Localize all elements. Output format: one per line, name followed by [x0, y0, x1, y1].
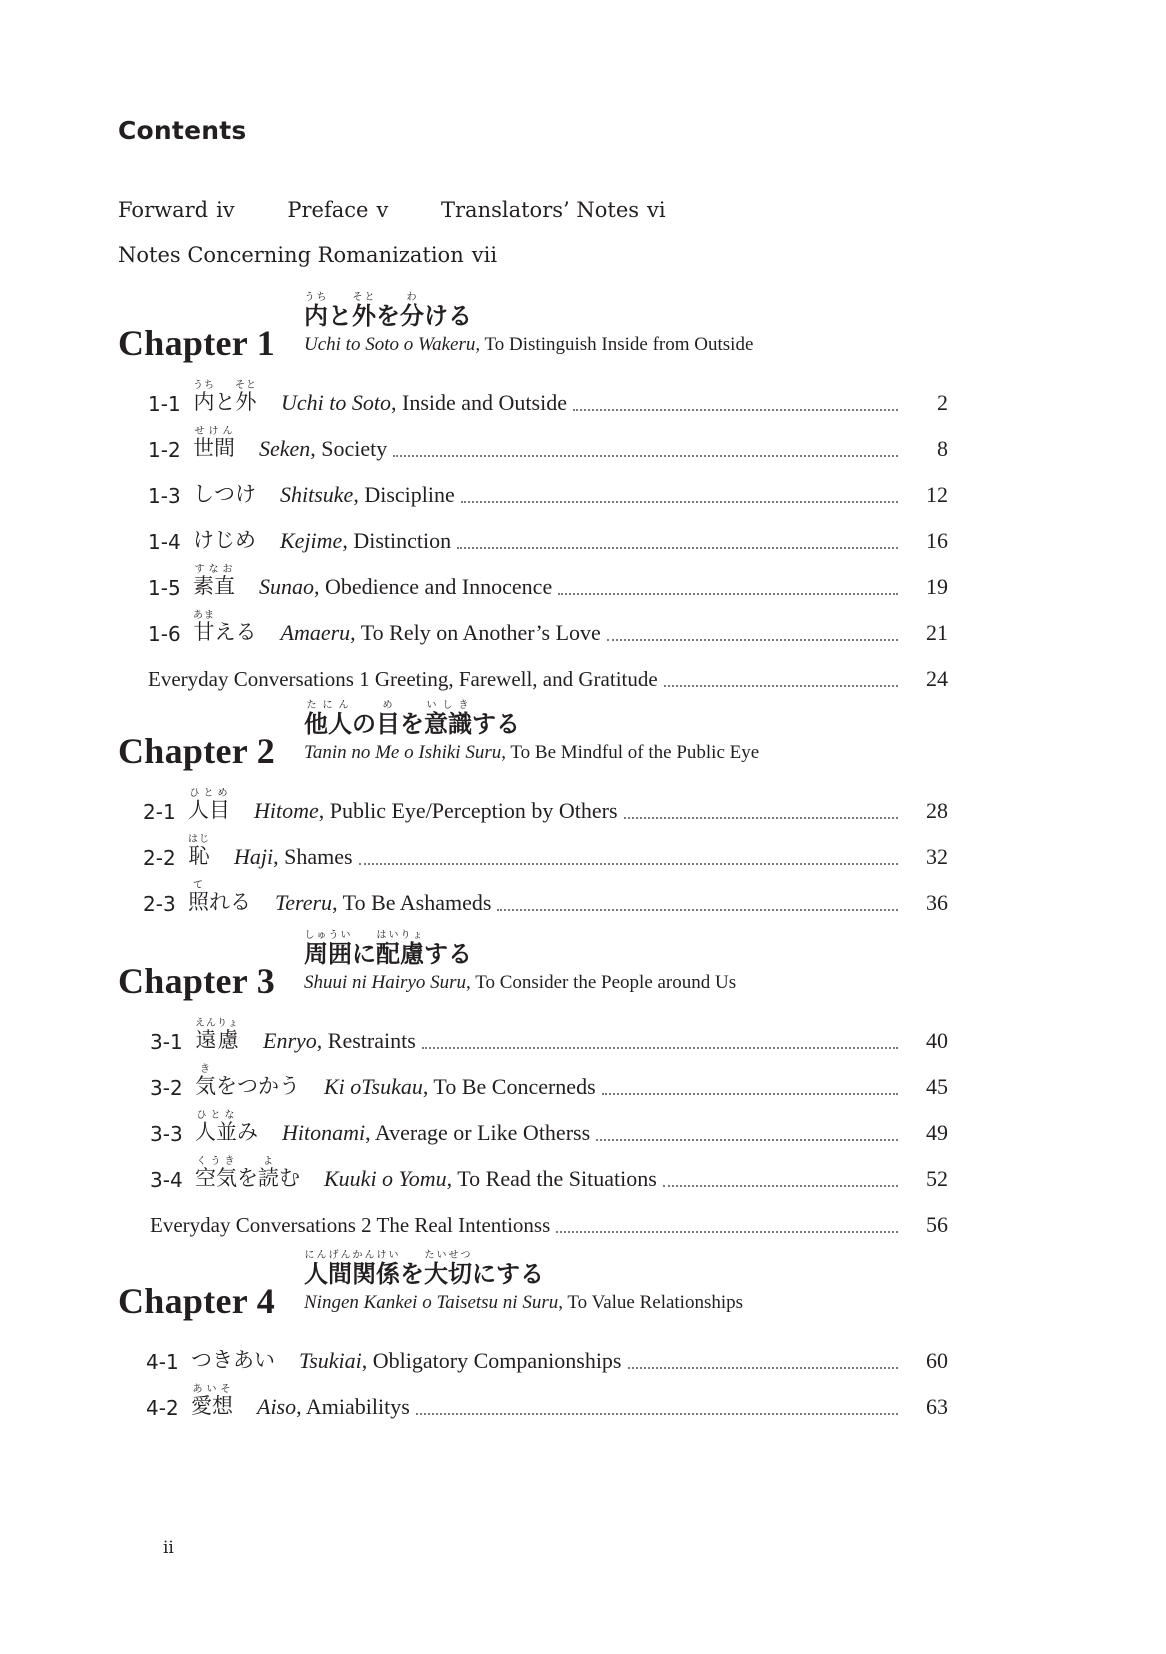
- front-matter-entry[interactable]: [118, 243, 497, 267]
- furigana: うち: [304, 292, 328, 303]
- toc-entry[interactable]: [143, 876, 948, 922]
- dot-leader: [624, 817, 898, 819]
- romanized-title: Uchi to Soto o Wakeru: [304, 334, 476, 355]
- furigana: はいりょ: [376, 930, 424, 941]
- toc-entry[interactable]: [148, 514, 948, 560]
- entry-number: 3-4: [150, 1168, 183, 1192]
- entry-romaji: Uchi to Soto: [281, 390, 391, 415]
- entry-meaning: , Average or Like Otherss: [365, 1120, 591, 1145]
- page-number: 16: [926, 528, 948, 553]
- entry-label: Translators’ Notes: [441, 198, 640, 222]
- furigana: き: [195, 1064, 216, 1075]
- chapter-label: Chapter 2: [118, 731, 276, 771]
- ruby-text: [304, 292, 328, 330]
- chapter-japanese-title: [304, 292, 472, 331]
- furigana: えんりょ: [195, 1018, 239, 1029]
- ruby-text: [304, 700, 352, 738]
- page-number: 56: [926, 1212, 948, 1237]
- page-number: v: [376, 198, 389, 222]
- chapter-japanese-title: [304, 700, 520, 739]
- ruby-text: [424, 1250, 472, 1288]
- romanized-title: Shuui ni Hairyo Suru: [304, 972, 467, 993]
- toc-entry[interactable]: [150, 1152, 948, 1198]
- ruby-text: [195, 1110, 237, 1144]
- dot-leader: [556, 1231, 898, 1233]
- entry-number: 1-3: [148, 484, 181, 508]
- entry-number: 1-6: [148, 622, 181, 646]
- furigana: そと: [235, 380, 257, 391]
- furigana: わ: [400, 292, 424, 303]
- entry-romaji: Hitome: [254, 798, 319, 823]
- dot-leader: [457, 547, 898, 549]
- entry-romaji: Haji: [234, 844, 274, 869]
- entry-romaji: Kuuki o Yomu: [324, 1166, 447, 1191]
- chapter-label: Chapter 3: [118, 961, 276, 1001]
- kana-text: を: [237, 1166, 258, 1190]
- entry-title: [259, 574, 552, 600]
- kana-text: つきあい: [191, 1348, 275, 1372]
- conversation-title: Everyday Conversations 1 Greeting, Farewell, and Gratitude: [148, 667, 658, 691]
- entry-label: Notes Concerning Romanization: [118, 243, 464, 267]
- entry-meaning: , Discipline: [353, 482, 455, 507]
- entry-title: [263, 1028, 416, 1054]
- entry-meaning: , Distinction: [342, 528, 452, 553]
- toc-entry[interactable]: [148, 606, 948, 652]
- kanji-base: 読: [258, 1166, 279, 1190]
- kanji-base: 内: [304, 302, 328, 330]
- toc-entry[interactable]: [150, 1106, 948, 1152]
- entry-number: 4-2: [146, 1396, 179, 1420]
- chapter-english-title: [304, 972, 736, 994]
- ruby-text: [188, 834, 210, 868]
- page-number: 21: [926, 620, 948, 645]
- entry-title: [254, 798, 618, 824]
- furigana: め: [376, 700, 400, 711]
- entry-japanese: [188, 834, 210, 870]
- entry-meaning: , To Rely on Another’s Love: [350, 620, 601, 645]
- dot-leader: [416, 1413, 898, 1415]
- ruby-text: [424, 700, 472, 738]
- entry-list: [150, 1014, 948, 1244]
- ruby-text: [352, 292, 376, 330]
- front-matter-entry[interactable]: [441, 198, 666, 222]
- entry-romaji: Shitsuke: [280, 482, 354, 507]
- ruby-text: [258, 1156, 279, 1190]
- furigana: うち: [193, 380, 215, 391]
- toc-entry[interactable]: [148, 422, 948, 468]
- front-matter-line-1: [118, 198, 712, 222]
- chapter-heading[interactable]: [118, 1250, 948, 1334]
- front-matter-entry[interactable]: [118, 198, 235, 222]
- kana-text: える: [214, 620, 257, 644]
- kanji-base: 他人: [304, 710, 352, 738]
- page-number: 49: [926, 1120, 948, 1145]
- dot-leader: [664, 685, 898, 687]
- kanji-base: 甘: [193, 620, 215, 644]
- kana-text: にする: [472, 1260, 544, 1288]
- page-number: 8: [937, 436, 948, 461]
- dot-leader: [596, 1139, 898, 1141]
- dot-leader: [497, 909, 898, 911]
- romanized-title: Tanin no Me o Ishiki Suru: [304, 742, 502, 763]
- entry-number: 1-5: [148, 576, 181, 600]
- entry-romaji: Tsukiai: [299, 1348, 362, 1373]
- kanji-base: 外: [235, 390, 257, 414]
- ruby-text: [188, 880, 209, 914]
- entry-title: [257, 1394, 410, 1420]
- page-number: 12: [926, 482, 948, 507]
- dot-leader: [422, 1047, 898, 1049]
- front-matter-line-2: [118, 243, 543, 267]
- furigana: ひとめ: [188, 788, 230, 799]
- ruby-text: [376, 930, 424, 968]
- kanji-base: 人並: [195, 1120, 237, 1144]
- entry-title: [259, 436, 387, 462]
- furigana: せけん: [193, 426, 235, 437]
- furigana: はじ: [188, 834, 210, 845]
- entry-japanese: [193, 426, 235, 462]
- kanji-base: 遠慮: [195, 1028, 239, 1052]
- entry-meaning: , To Be Concerneds: [422, 1074, 596, 1099]
- translated-title: , To Consider the People around Us: [466, 972, 737, 993]
- page-number: 32: [926, 844, 948, 869]
- kanji-base: 愛想: [191, 1394, 233, 1418]
- kanji-base: 大切: [424, 1260, 472, 1288]
- entry-japanese: [193, 380, 257, 416]
- entry-title: [299, 1348, 622, 1374]
- kana-text: する: [424, 940, 472, 968]
- kana-text: む: [279, 1166, 300, 1190]
- entry-japanese: [193, 564, 235, 600]
- dot-leader: [573, 409, 898, 411]
- page-number: 60: [926, 1348, 948, 1373]
- furigana: よ: [258, 1156, 279, 1167]
- chapter-english-title: [304, 334, 753, 356]
- entry-japanese: [195, 1018, 239, 1054]
- furigana: くうき: [195, 1156, 237, 1167]
- entry-label: Forward: [118, 198, 209, 222]
- toc-entry[interactable]: [143, 784, 948, 830]
- entry-romaji: Ki oTsukau: [324, 1074, 423, 1099]
- kana-text: しつけ: [193, 482, 256, 506]
- dot-leader: [393, 455, 898, 457]
- toc-entry[interactable]: [143, 830, 948, 876]
- entry-japanese: [191, 1344, 275, 1374]
- chapter-section: [118, 1250, 948, 1426]
- entry-number: 1-4: [148, 530, 181, 554]
- entry-meaning: , Obedience and Innocence: [314, 574, 553, 599]
- entry-romaji: Aiso: [257, 1394, 297, 1419]
- dot-leader: [663, 1185, 898, 1187]
- kana-text: と: [328, 302, 352, 330]
- furigana: すなお: [193, 564, 235, 575]
- kana-text: み: [237, 1120, 258, 1144]
- kana-text: を: [400, 710, 424, 738]
- ruby-text: [193, 610, 215, 644]
- romanized-title: Ningen Kankei o Taisetsu ni Suru: [304, 1292, 559, 1313]
- kanji-base: 素直: [193, 574, 235, 598]
- entry-japanese: [193, 524, 256, 554]
- kanji-base: 目: [376, 710, 400, 738]
- entry-title: [234, 844, 353, 870]
- entry-title: [324, 1166, 657, 1192]
- furigana: て: [188, 880, 209, 891]
- ruby-text: [195, 1064, 216, 1098]
- kanji-base: 配慮: [376, 940, 424, 968]
- furigana: あま: [193, 610, 215, 621]
- toc-conversation-entry[interactable]: [150, 1198, 948, 1244]
- entry-japanese: [193, 478, 256, 508]
- page-number: vi: [647, 198, 666, 222]
- kana-text: をつかう: [216, 1074, 300, 1098]
- entry-romaji: Seken: [259, 436, 311, 461]
- kanji-base: 意識: [424, 710, 472, 738]
- page-number: 52: [926, 1166, 948, 1191]
- page-number: 40: [926, 1028, 948, 1053]
- entry-romaji: Hitonami: [282, 1120, 366, 1145]
- page-number: vii: [471, 243, 498, 267]
- kanji-base: 周囲: [304, 940, 352, 968]
- kanji-base: 人目: [188, 798, 230, 822]
- kana-text: を: [376, 302, 400, 330]
- entry-title: [280, 528, 451, 554]
- entry-title: [281, 390, 567, 416]
- furigana: たにん: [304, 700, 352, 711]
- entry-number: 3-3: [150, 1122, 183, 1146]
- furigana: あいそ: [191, 1384, 233, 1395]
- kanji-base: 外: [352, 302, 376, 330]
- entry-label: Preface: [287, 198, 369, 222]
- entry-title: [281, 620, 601, 646]
- translated-title: , To Distinguish Inside from Outside: [475, 334, 754, 355]
- entry-number: 2-3: [143, 892, 176, 916]
- kana-text: れる: [209, 890, 251, 914]
- translated-title: , To Value Relationships: [558, 1292, 744, 1313]
- page-number: 2: [937, 390, 948, 415]
- conversation-title: Everyday Conversations 2 The Real Intentionss: [150, 1213, 551, 1237]
- entry-title: [282, 1120, 590, 1146]
- entry-meaning: , To Be Ashameds: [332, 890, 492, 915]
- kanji-base: 世間: [193, 436, 235, 460]
- page-folio: ii: [163, 1538, 174, 1558]
- entry-meaning: , Amiabilitys: [296, 1394, 410, 1419]
- toc-entry[interactable]: [146, 1334, 948, 1380]
- kana-text: する: [472, 710, 520, 738]
- kana-text: を: [400, 1260, 424, 1288]
- toc-entry[interactable]: [146, 1380, 948, 1426]
- kanji-base: 恥: [188, 844, 210, 868]
- entry-number: 1-1: [148, 392, 181, 416]
- dot-leader: [628, 1367, 899, 1369]
- entry-romaji: Amaeru: [280, 620, 351, 645]
- entry-meaning: , Restraints: [316, 1028, 416, 1053]
- dot-leader: [602, 1093, 898, 1095]
- kanji-base: 分: [400, 302, 424, 330]
- chapter-japanese-title: [304, 1250, 544, 1289]
- furigana: ひとな: [195, 1110, 237, 1121]
- entry-japanese: [188, 880, 251, 916]
- kana-text: けじめ: [193, 528, 256, 552]
- dot-leader: [461, 501, 898, 503]
- entry-romaji: Tereru: [275, 890, 333, 915]
- entry-title: [280, 482, 455, 508]
- entry-number: 3-1: [150, 1030, 183, 1054]
- page-number: 36: [926, 890, 948, 915]
- kana-text: に: [352, 940, 376, 968]
- kanji-base: 気: [195, 1074, 216, 1098]
- ruby-text: [193, 380, 215, 414]
- chapter-section: [118, 292, 948, 698]
- chapter-section: [118, 700, 948, 922]
- entry-meaning: , Obligatory Companionships: [361, 1348, 622, 1373]
- ruby-text: [195, 1018, 239, 1052]
- kanji-base: 内: [193, 390, 215, 414]
- toc-entry[interactable]: [148, 560, 948, 606]
- chapter-label: Chapter 4: [118, 1281, 276, 1321]
- entry-list: [148, 376, 948, 698]
- entry-japanese: [188, 788, 230, 824]
- kana-text: ける: [424, 302, 472, 330]
- entry-number: 4-1: [146, 1350, 179, 1374]
- entry-japanese: [191, 1384, 233, 1420]
- entry-meaning: , Inside and Outside: [391, 390, 567, 415]
- toc-conversation-entry[interactable]: [148, 652, 948, 698]
- chapter-heading[interactable]: [118, 700, 948, 784]
- page-number: 19: [926, 574, 948, 599]
- toc-entry[interactable]: [150, 1014, 948, 1060]
- entry-number: 2-2: [143, 846, 176, 870]
- entry-meaning: , Society: [310, 436, 388, 461]
- ruby-text: [193, 564, 235, 598]
- ruby-text: [188, 788, 230, 822]
- furigana: しゅうい: [304, 930, 352, 941]
- toc-entry[interactable]: [148, 468, 948, 514]
- furigana: そと: [352, 292, 376, 303]
- furigana: にんげんかんけい: [304, 1250, 400, 1261]
- entry-japanese: [195, 1156, 300, 1192]
- entry-list: [143, 784, 948, 922]
- entry-meaning: , Public Eye/Perception by Others: [318, 798, 618, 823]
- entry-number: 3-2: [150, 1076, 183, 1100]
- ruby-text: [191, 1384, 233, 1418]
- furigana: いしき: [424, 700, 472, 711]
- furigana: たいせつ: [424, 1250, 472, 1261]
- ruby-text: [193, 426, 235, 460]
- entry-romaji: Kejime: [280, 528, 343, 553]
- kanji-base: 照: [188, 890, 209, 914]
- entry-number: 1-2: [148, 438, 181, 462]
- kana-text: の: [352, 710, 376, 738]
- chapter-japanese-title: [304, 930, 472, 969]
- page-number: 28: [926, 798, 948, 823]
- entry-meaning: , Shames: [273, 844, 353, 869]
- entry-japanese: [195, 1064, 300, 1100]
- kanji-base: 人間関係: [304, 1260, 400, 1288]
- chapter-section: [118, 930, 948, 1244]
- page-number: 63: [926, 1394, 948, 1419]
- toc-entry[interactable]: [148, 376, 948, 422]
- ruby-text: [304, 930, 352, 968]
- page-number: 45: [926, 1074, 948, 1099]
- entry-romaji: Enryo: [263, 1028, 317, 1053]
- chapter-heading[interactable]: [118, 292, 948, 376]
- page-title: Contents: [118, 116, 247, 145]
- toc-entry[interactable]: [150, 1060, 948, 1106]
- dot-leader: [359, 863, 898, 865]
- ruby-text: [195, 1156, 237, 1190]
- page-number: iv: [216, 198, 235, 222]
- ruby-text: [235, 380, 258, 414]
- entry-japanese: [195, 1110, 258, 1146]
- front-matter-entry[interactable]: [287, 198, 388, 222]
- entry-japanese: [193, 610, 257, 646]
- entry-list: [146, 1334, 948, 1426]
- chapter-heading[interactable]: [118, 930, 948, 1014]
- ruby-text: [400, 292, 424, 330]
- chapter-english-title: [304, 742, 759, 764]
- chapter-english-title: [304, 1292, 743, 1314]
- kana-text: と: [214, 390, 236, 414]
- entry-number: 2-1: [143, 800, 176, 824]
- entry-meaning: , To Read the Situations: [446, 1166, 657, 1191]
- ruby-text: [376, 700, 400, 738]
- ruby-text: [304, 1250, 400, 1288]
- dot-leader: [558, 593, 898, 595]
- dot-leader: [607, 639, 898, 641]
- translated-title: , To Be Mindful of the Public Eye: [501, 742, 760, 763]
- entry-title: [324, 1074, 596, 1100]
- entry-title: [275, 890, 491, 916]
- chapter-label: Chapter 1: [118, 323, 276, 363]
- entry-romaji: Sunao: [259, 574, 314, 599]
- kanji-base: 空気: [195, 1166, 237, 1190]
- page-number: 24: [926, 666, 948, 691]
